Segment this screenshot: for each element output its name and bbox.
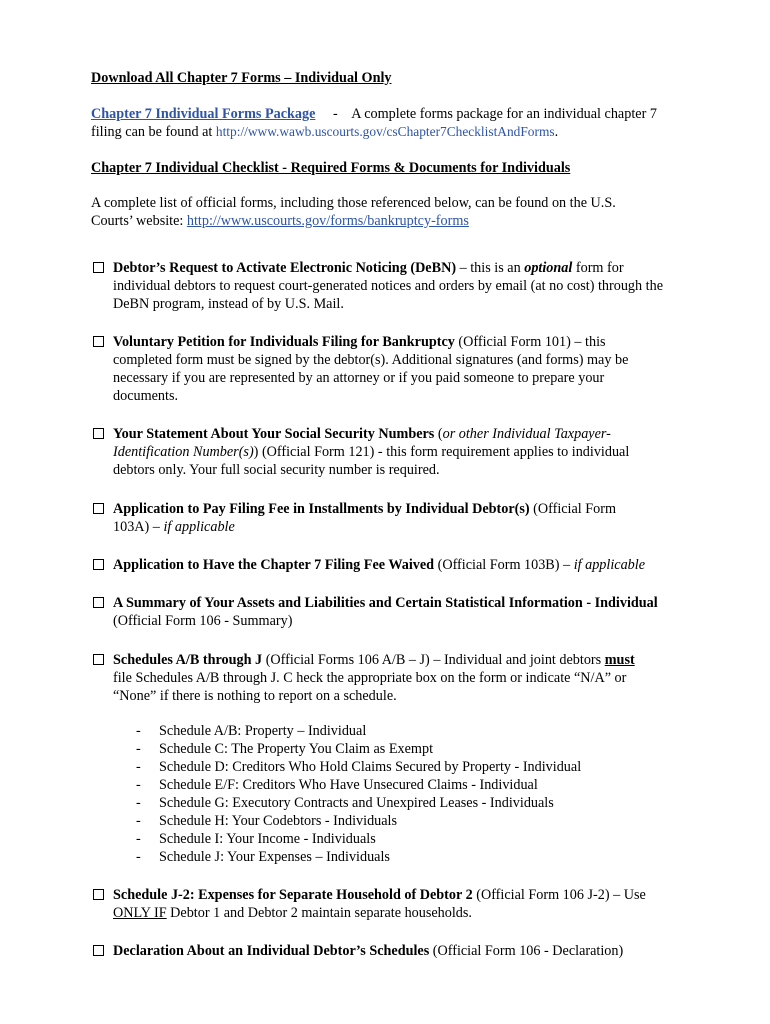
debn-text-end: form for	[572, 260, 624, 276]
waived-line-1	[113, 556, 645, 574]
package-line-2	[91, 123, 558, 141]
schedule-dash: -	[136, 723, 141, 739]
ssn-line-2	[113, 443, 629, 461]
schedule-list-item: Schedule J: Your Expenses – Individuals	[159, 849, 390, 865]
petition-line-1	[113, 333, 606, 351]
schedule-dash: -	[136, 741, 141, 757]
intro-prefix: Courts’ website:	[91, 213, 187, 229]
schedule-dash: -	[136, 831, 141, 847]
installments-title: Application to Pay Filing Fee in Installments by Individual Debtor(s)	[113, 501, 530, 517]
forms-package-link[interactable]: Chapter 7 Individual Forms Package	[91, 106, 316, 122]
schedule-dash: -	[136, 795, 141, 811]
schedules-text: (Official Forms 106 A/B – J) – Individual and joint debtors	[262, 652, 605, 668]
schedule-list-item: Schedule G: Executory Contracts and Unexpired Leases - Individuals	[159, 795, 554, 811]
checklist-url-link[interactable]: http://www.wawb.uscourts.gov/csChapter7ChecklistAndForms	[215, 124, 555, 139]
package-line-1	[91, 105, 657, 123]
schedule-dash: -	[136, 813, 141, 829]
schedules-line-3: “None” if there is nothing to report on a schedule.	[113, 688, 397, 704]
j2-text-2: Debtor 1 and Debtor 2 maintain separate households.	[166, 905, 472, 921]
declaration-title: Declaration About an Individual Debtor’s Schedules	[113, 943, 430, 959]
ssn-italic-2: Identification Number(s)	[113, 444, 254, 460]
debn-title: Debtor’s Request to Activate Electronic Noticing (DeBN)	[113, 260, 457, 276]
uscourts-forms-link[interactable]: http://www.uscourts.gov/forms/bankruptcy-forms	[186, 213, 469, 229]
schedules-title: Schedules A/B through J	[113, 652, 263, 668]
summary-line-2: (Official Form 106 - Summary)	[113, 613, 293, 629]
debn-text: – this is an	[456, 260, 525, 276]
declaration-line-1	[113, 942, 623, 960]
package-desc-suffix: .	[554, 124, 559, 140]
schedules-must: must	[604, 652, 635, 668]
ssn-text: ) (Official Form 121) - this form requirement applies to individual	[253, 444, 630, 460]
intro-line-2	[91, 212, 469, 230]
debn-line-1	[113, 259, 624, 277]
debn-line-2: individual debtors to request court-generated notices and orders by email (at no cost) through the	[113, 278, 663, 294]
waived-if-applicable: if applicable	[573, 557, 646, 573]
petition-title: Voluntary Petition for Individuals Filing for Bankruptcy	[113, 334, 455, 350]
schedule-list-item: Schedule E/F: Creditors Who Have Unsecured Claims - Individual	[159, 777, 538, 793]
declaration-checkbox[interactable]	[93, 945, 104, 956]
installments-checkbox[interactable]	[93, 503, 104, 514]
installments-line-2	[113, 518, 235, 536]
installments-line-1	[113, 500, 616, 518]
j2-line-2	[113, 904, 472, 922]
j2-checkbox[interactable]	[93, 889, 104, 900]
debn-line-3: DeBN program, instead of by U.S. Mail.	[113, 296, 344, 312]
schedule-list-item: Schedule I: Your Income - Individuals	[159, 831, 376, 847]
ssn-paren: (	[434, 426, 443, 442]
j2-text: (Official Form 106 J-2) – Use	[472, 887, 646, 903]
ssn-title: Your Statement About Your Social Security Numbers	[113, 426, 435, 442]
schedules-checkbox[interactable]	[93, 654, 104, 665]
schedule-dash: -	[136, 849, 141, 865]
intro-line-1: A complete list of official forms, including those referenced below, can be found on the U.S.	[91, 195, 616, 211]
debn-optional: optional	[524, 260, 573, 276]
installments-text: (Official Form	[529, 501, 617, 517]
petition-text: (Official Form 101) – this	[454, 334, 606, 350]
download-heading: Download All Chapter 7 Forms – Individual Only	[91, 70, 392, 86]
schedule-dash: -	[136, 759, 141, 775]
schedules-line-2: file Schedules A/B through J. C heck the appropriate box on the form or indicate “N/A” or	[113, 670, 627, 686]
package-desc-prefix: filing can be found at	[91, 124, 216, 140]
petition-line-3: necessary if you are represented by an attorney or if you paid someone to prepare your	[113, 370, 605, 386]
declaration-text: (Official Form 106 - Declaration)	[429, 943, 624, 959]
package-description: A complete forms package for an individual chapter 7	[351, 106, 657, 122]
ssn-italic-1: or other Individual Taxpayer-	[442, 426, 611, 442]
waived-checkbox[interactable]	[93, 559, 104, 570]
petition-checkbox[interactable]	[93, 336, 104, 347]
schedule-list-item: Schedule A/B: Property – Individual	[159, 723, 367, 739]
checklist-heading: Chapter 7 Individual Checklist - Required Forms & Documents for Individuals	[91, 160, 571, 176]
summary-checkbox[interactable]	[93, 597, 104, 608]
ssn-checkbox[interactable]	[93, 428, 104, 439]
installments-form: 103A) –	[113, 519, 164, 535]
ssn-line-1	[113, 425, 611, 443]
waived-text: (Official Form 103B) –	[434, 557, 574, 573]
schedule-list-item: Schedule D: Creditors Who Hold Claims Secured by Property - Individual	[159, 759, 582, 775]
debn-checkbox[interactable]	[93, 262, 104, 273]
j2-line-1	[113, 886, 646, 904]
schedule-list-item: Schedule H: Your Codebtors - Individuals	[159, 813, 398, 829]
j2-title: Schedule J-2: Expenses for Separate Household of Debtor 2	[113, 887, 473, 903]
summary-title: A Summary of Your Assets and Liabilities and Certain Statistical Information - Individual	[113, 595, 658, 611]
installments-if-applicable: if applicable	[163, 519, 235, 535]
j2-only-if: ONLY IF	[113, 905, 167, 921]
petition-line-4: documents.	[113, 388, 179, 404]
package-separator: -	[332, 106, 338, 122]
waived-title: Application to Have the Chapter 7 Filing Fee Waived	[113, 557, 435, 573]
ssn-line-3: debtors only. Your full social security number is required.	[113, 462, 440, 478]
schedule-dash: -	[136, 777, 141, 793]
schedule-list-item: Schedule C: The Property You Claim as Exempt	[159, 741, 434, 757]
petition-line-2: completed form must be signed by the debtor(s). Additional signatures (and forms) may be	[113, 352, 629, 368]
schedules-line-1	[113, 651, 635, 669]
